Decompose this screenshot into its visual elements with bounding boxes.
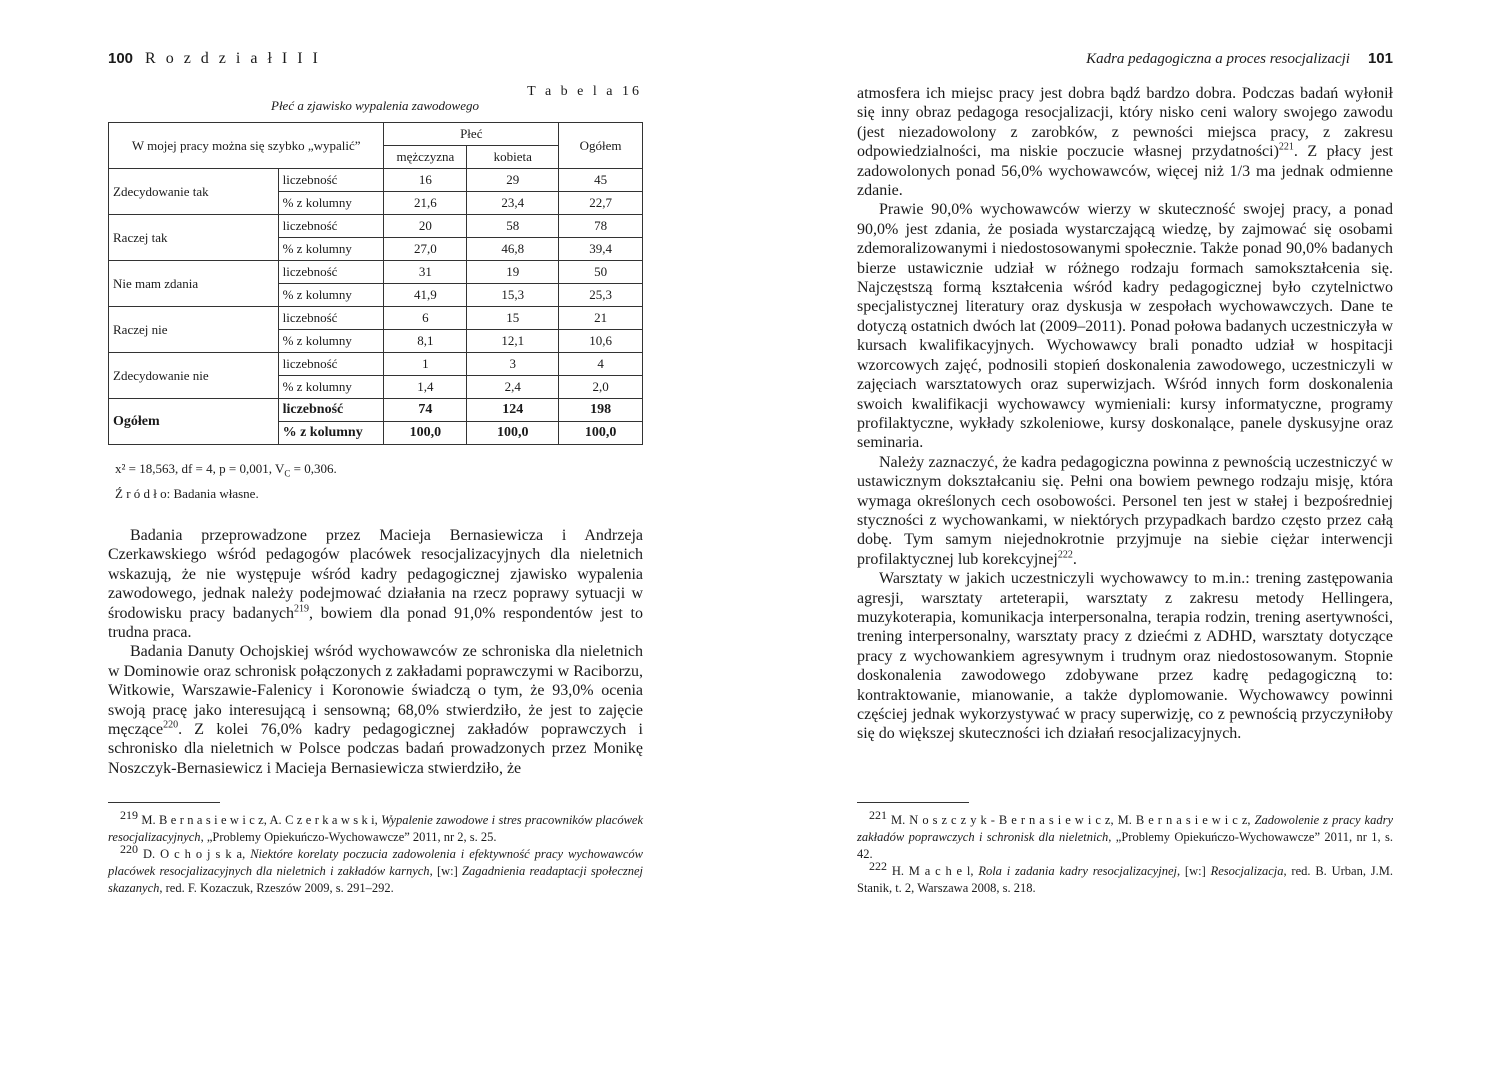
table-row bbox=[109, 169, 643, 192]
table-cell: 74 bbox=[384, 399, 467, 422]
row-category: Zdecydowanie tak bbox=[109, 169, 279, 215]
table-row bbox=[109, 215, 643, 238]
footnote-author: H. M a c h e l, bbox=[891, 864, 974, 878]
row-measure: liczebność bbox=[278, 399, 384, 422]
table-question: W mojej pracy można się szybko „wypalić” bbox=[109, 123, 384, 169]
table-cell: 1 bbox=[384, 353, 467, 376]
table-cell: 25,3 bbox=[559, 284, 643, 307]
paragraph bbox=[108, 642, 643, 778]
paragraph-text: Należy zaznaczyć, że kadra pedagogiczna powinna z pewnością uczestniczyć w ustawicznym dokształcaniu się. Pełni ona bowiem pewnego rodzaju misję, która wymaga określonych cech osobowości. Personel ten jest w stałej i bezpośredniej styczności z wychowankami, w niektórych przypadkach bardzo często przez całą dobę. Tym samym niejednokrotnie przyjmuje na siebie ciężar interwencji profilaktycznej lub korekcyjnej bbox=[857, 453, 1393, 568]
table-cell: 10,6 bbox=[559, 330, 643, 353]
table-cell: 2,0 bbox=[559, 376, 643, 399]
running-title: Kadra pedagogiczna a proces resocjalizacji bbox=[1086, 51, 1350, 67]
table-title: Płeć a zjawisko wypalenia zawodowego bbox=[271, 98, 479, 113]
footnote-mid: , [w:] bbox=[429, 864, 463, 878]
table-row bbox=[109, 353, 643, 376]
page-number: 101 bbox=[1367, 50, 1393, 67]
footnote-title: Wypalenie zawodowe i stres pracowników placówek resocjalizacyjnych bbox=[108, 813, 644, 844]
right-running-head bbox=[1086, 50, 1393, 68]
footnote-number: 220 bbox=[120, 841, 138, 856]
footnote-number: 222 bbox=[869, 858, 887, 873]
row-category: Raczej nie bbox=[109, 307, 279, 353]
table-cell: 27,0 bbox=[384, 238, 467, 261]
table-body bbox=[109, 169, 643, 445]
header-female: kobieta bbox=[467, 146, 559, 169]
data-table bbox=[108, 122, 643, 445]
table-cell: 100,0 bbox=[384, 422, 467, 445]
footnote-book: Zagadnienia readaptacji społecznej skazanych bbox=[108, 864, 644, 895]
table-cell: 3 bbox=[467, 353, 559, 376]
right-page bbox=[750, 0, 1500, 1066]
paragraph-text: Badania przeprowadzone przez Macieja Bernasiewicza i Andrzeja Czerkawskiego wśród pedagogów placówek resocjalizacyjnych dla nieletnich wskazują, że nie występuje wśród kadry pedagogicznej zjawisko wypalenia zawodowego, jednak należy podejmować działania na rzecz poprawy sytuacji w środowisku pracy badanych bbox=[108, 527, 643, 622]
table-row bbox=[109, 261, 643, 284]
row-measure: liczebność bbox=[278, 169, 384, 192]
table-cell: 46,8 bbox=[467, 238, 559, 261]
table-cell: 124 bbox=[467, 399, 559, 422]
table-cell: 100,0 bbox=[559, 422, 643, 445]
table-row bbox=[109, 307, 643, 330]
header-male: mężczyzna bbox=[384, 146, 467, 169]
table-cell: 39,4 bbox=[559, 238, 643, 261]
source-label: Ź r ó d ł o: bbox=[115, 486, 171, 501]
row-measure: liczebność bbox=[278, 215, 384, 238]
row-measure: % z kolumny bbox=[278, 284, 384, 307]
table-cell: 41,9 bbox=[384, 284, 467, 307]
paragraph bbox=[857, 84, 1393, 200]
row-measure: liczebność bbox=[278, 307, 384, 330]
stats-end: = 0,306. bbox=[290, 461, 337, 476]
header-plec: Płeć bbox=[384, 123, 559, 146]
footnote-rule bbox=[857, 802, 969, 803]
table-cell: 21 bbox=[559, 307, 643, 330]
footnote-ref: 220 bbox=[163, 719, 179, 731]
footnote-mid: , [w:] bbox=[1176, 864, 1211, 878]
footnote-number: 221 bbox=[869, 807, 887, 822]
chapter-title: R o z d z i a ł I I I bbox=[145, 50, 321, 67]
footnote-author: M. N o s z c z y k - B e r n a s i e w i c z, M. B e r n a s i e w i c z, bbox=[891, 813, 1251, 827]
footnote-author: M. B e r n a s i e w i c z, A. C z e r k a w s k i, bbox=[141, 813, 378, 827]
header-total: Ogółem bbox=[559, 123, 643, 169]
table-cell: 15,3 bbox=[467, 284, 559, 307]
paragraph: Warsztaty w jakich uczestniczyli wychowawcy to m.in.: trening zastępowania agresji, warsztaty arteterapii, warsztaty z zakresu metody Hellingera, muzykoterapia, komunikacja interpersonalna, terapia rodzin, trening asertywności, trening interpersonalny, warsztaty pracy z dziećmi z ADHD, warsztaty dotyczące pracy z wychowankiem agresywnym i trudnym oraz niedostosowanym. Stopnie doskonalenia zawodowego zdobywane przez kadrę pedagogiczną to: kontraktowanie, mianowanie, a także dyplomowanie. Wychowawcy powinni częściej jednak wykorzystywać w pracy superwizję, co z pewnością przyczyniłoby się do większej skuteczności ich działań resocjalizacyjnych. bbox=[857, 570, 1393, 743]
footnote-title: Rola i zadania kadry resocjalizacyjnej bbox=[978, 864, 1177, 878]
table-cell: 23,4 bbox=[467, 192, 559, 215]
row-measure: % z kolumny bbox=[278, 376, 384, 399]
table-cell: 45 bbox=[559, 169, 643, 192]
page-number: 100 bbox=[108, 50, 134, 67]
right-body-text bbox=[857, 84, 1393, 744]
footnote-rest: , red. F. Kozaczuk, Rzeszów 2009, s. 291–292. bbox=[159, 881, 394, 895]
footnote-title: Niektóre korelaty poczucia zadowolenia i efektywność pracy wychowawców placówek resocjalizacyjnych dla nieletnich i zakładów karnych bbox=[108, 847, 644, 878]
paragraph-text: . Z kolei 76,0% kadry pedagogicznej zakładów poprawczych i schronisko dla nieletnich w Polsce podczas badań prowadzonych przez Monikę Noszczyk-Bernasiewicz i Macieja Bernasiewicza stwierdziło, że bbox=[108, 721, 643, 777]
table-cell: 29 bbox=[467, 169, 559, 192]
row-measure: % z kolumny bbox=[278, 238, 384, 261]
table-row bbox=[109, 399, 643, 422]
paragraph bbox=[108, 526, 643, 642]
paragraph: Prawie 90,0% wychowawców wierzy w skuteczność swojej pracy, a ponad 90,0% jest zdania, że posiada wystarczającą wiedzę, by zajmować się osobami zdemoralizowanymi i niedostosowanymi społecznie. Także ponad 90,0% badanych bierze ustawicznie udział w różnego rodzaju formach samokształcenia się. Najczęstszą formą kształcenia wśród kadry pedagogicznej było czytelnictwo specjalistycznej literatury oraz dyskusja w zespołach wychowawczych. Dane te dotyczą ostatnich dwóch lat (2009–2011). Ponad połowa badanych uczestniczyła w kursach kwalifikacyjnych. Wychowawcy brali ponadto udział w hospitacji wzorcowych zajęć, podnosili stopień doskonalenia zawodowego, uczestniczyli w zajęciach warsztatowych oraz superwizjach. Wśród innych form doskonalenia swoich kwalifikacji wychowawcy wymieniali: kursy informatyczne, programy profilaktyczne, wykłady szkoleniowe, kursy doskonalące, panele dyskusyjne oraz seminaria. bbox=[857, 201, 1393, 452]
left-footnotes bbox=[108, 807, 644, 897]
statistics-line bbox=[115, 461, 337, 479]
table-header-row bbox=[109, 123, 643, 146]
table-cell: 31 bbox=[384, 261, 467, 284]
paragraph-text: . bbox=[1072, 550, 1077, 568]
table-cell: 58 bbox=[467, 215, 559, 238]
paragraph-text: Badania Danuty Ochojskiej wśród wychowawców ze schroniska dla nieletnich w Dominowie oraz schronisk połączonych z zakładami poprawczymi w Raciborzu, Witkowie, Warszawie-Falenicy i Koronowie świadczą o tym, że 93,0% ocenia swoją pracę jako interesującą i sensowną; 68,0% stwierdziło, że jest to zajęcie męczące bbox=[108, 643, 643, 739]
table-cell: 1,4 bbox=[384, 376, 467, 399]
footnote-rest: , „Problemy Opiekuńczo-Wychowawcze” 2011, nr 2, s. 25. bbox=[200, 830, 497, 844]
stats-sub: C bbox=[284, 468, 291, 479]
paragraph-text: . Z płacy jest zadowolonych ponad 56,0% wychowawców, więcej niż 1/3 ma jednak odmienne zdanie. bbox=[857, 143, 1393, 200]
table-cell: 198 bbox=[559, 399, 643, 422]
footnote-number: 219 bbox=[120, 807, 138, 822]
footnote-rule bbox=[108, 802, 220, 803]
footnote-rest: , red. B. Urban, J.M. Stanik, t. 2, Warszawa 2008, s. 218. bbox=[857, 864, 1394, 895]
footnote-title: Zadowolenie z pracy kadry zakładów poprawczych i schronisk dla nieletnich bbox=[857, 813, 1394, 844]
table-cell: 78 bbox=[559, 215, 643, 238]
footnote-221 bbox=[857, 807, 1394, 863]
row-category: Raczej tak bbox=[109, 215, 279, 261]
table-cell: 6 bbox=[384, 307, 467, 330]
paragraph bbox=[857, 453, 1393, 569]
row-measure: liczebność bbox=[278, 261, 384, 284]
footnote-book: Resocjalizacja bbox=[1210, 864, 1284, 878]
table-cell: 16 bbox=[384, 169, 467, 192]
row-measure: liczebność bbox=[278, 353, 384, 376]
left-running-head bbox=[108, 50, 321, 68]
right-footnotes bbox=[857, 807, 1394, 897]
table-cell: 21,6 bbox=[384, 192, 467, 215]
footnote-219 bbox=[108, 807, 644, 846]
left-body-text bbox=[108, 526, 643, 778]
table-cell: 4 bbox=[559, 353, 643, 376]
footnote-ref: 219 bbox=[294, 603, 310, 615]
table-label: T a b e l a 16 bbox=[527, 84, 642, 99]
footnote-ref: 222 bbox=[1057, 549, 1073, 561]
footnote-220 bbox=[108, 841, 644, 897]
table-cell: 20 bbox=[384, 215, 467, 238]
table-cell: 22,7 bbox=[559, 192, 643, 215]
table-cell: 100,0 bbox=[467, 422, 559, 445]
table-cell: 2,4 bbox=[467, 376, 559, 399]
table-cell: 19 bbox=[467, 261, 559, 284]
source-text: Badania własne. bbox=[173, 486, 259, 501]
paragraph-text: , bowiem dla ponad 91,0% respondentów jest to trudna praca. bbox=[108, 604, 643, 642]
table-cell: 8,1 bbox=[384, 330, 467, 353]
row-measure: % z kolumny bbox=[278, 422, 384, 445]
row-measure: % z kolumny bbox=[278, 330, 384, 353]
table-cell: 50 bbox=[559, 261, 643, 284]
stats-text: x² = 18,563, df = 4, p = 0,001, V bbox=[115, 461, 285, 476]
row-category: Zdecydowanie nie bbox=[109, 353, 279, 399]
table-source bbox=[115, 486, 259, 502]
footnote-author: D. O c h o j s k a, bbox=[142, 847, 246, 861]
row-measure: % z kolumny bbox=[278, 192, 384, 215]
footnote-rest: , „Problemy Opiekuńczo-Wychowawcze” 2011, nr 1, s. 42. bbox=[857, 830, 1393, 861]
footnote-222 bbox=[857, 858, 1394, 897]
row-category: Ogółem bbox=[109, 399, 279, 445]
table-cell: 12,1 bbox=[467, 330, 559, 353]
row-category: Nie mam zdania bbox=[109, 261, 279, 307]
footnote-ref: 221 bbox=[1278, 141, 1294, 153]
table-cell: 15 bbox=[467, 307, 559, 330]
paragraph-text: atmosfera ich miejsc pracy jest dobra bądź bardzo dobra. Podczas badań wyłonił się inny obraz pedagoga resocjalizacji, który nisko ceni walory swojego zawodu (jest niezadowolony z zarobków, z pewności miejsca pracy, z zakresu odpowiedzialności, ma niskie poczucie własnej przydatności) bbox=[857, 85, 1393, 161]
